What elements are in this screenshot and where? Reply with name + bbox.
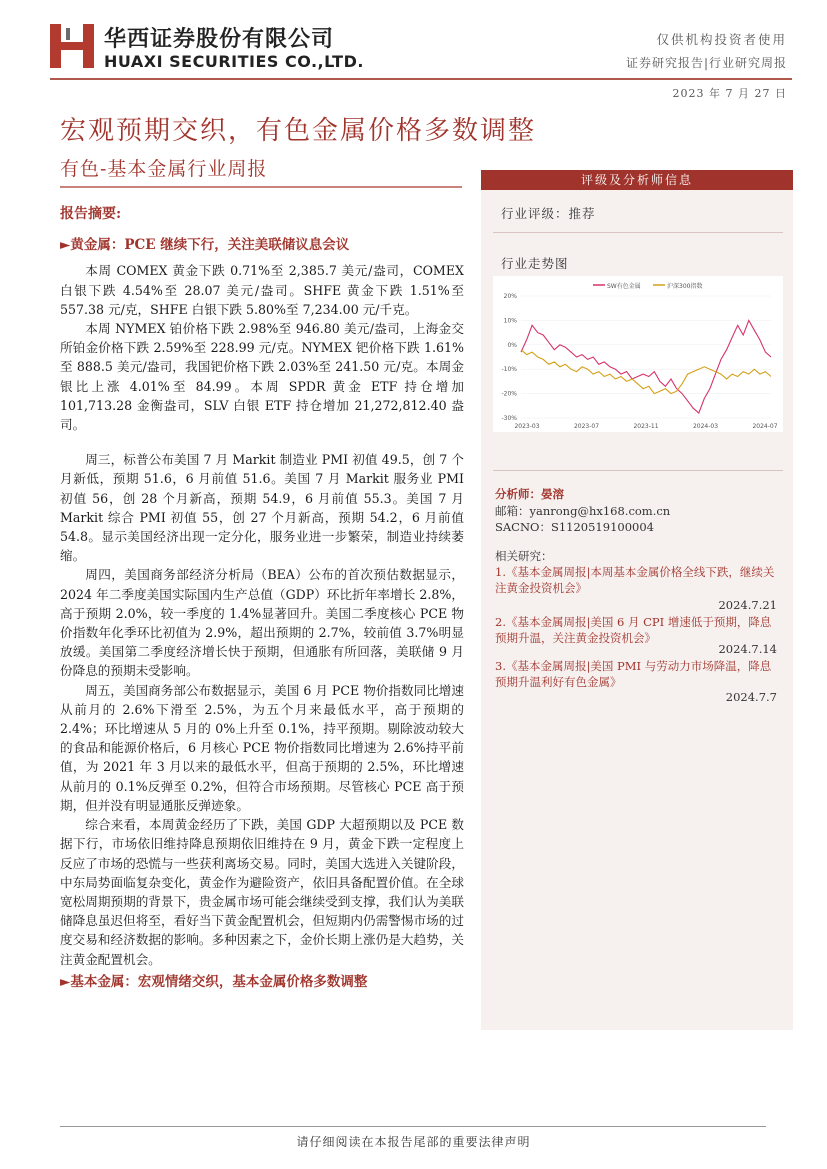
trend-chart [493,276,783,432]
footer-divider [60,1126,766,1127]
panel-divider [493,232,783,233]
paragraph: 综合来看，本周黄金经历了下跌，美国 GDP 大超预期以及 PCE 数据下行，市场依旧维持降息预期依旧维持在 9 月，黄金下跌一定程度上反应了市场的恐慌与一些获利离场交易。同时，美国大选进入关键阶段，中东局势面临复杂变化，黄金作为避险资产，依旧具备配置价值。在全球宽松周期预期的背景下，贵金属市场可能会继续受到支撑，我们认为美联储降息虽迟但将至，看好当下黄金配置机会，但短期内仍需警惕市场的过度交易和经济数据的影响。多种因素之下，金价长期上涨仍是大趋势，关注黄金配置机会。 [60,817,464,967]
legend-label-sw: SW有色金属 [607,283,641,290]
panel-divider [493,470,783,471]
related-report-date: 2024.7.7 [725,690,777,704]
subtitle-divider [60,186,462,188]
related-report-link[interactable]: 1.《基本金属周报|本周基本金属价格全线下跌，继续关注黄金投资机会》 [495,565,775,595]
series-line-1 [521,350,771,394]
report-body [60,205,464,998]
header-divider [50,78,792,80]
panel-header: 评级及分析师信息 [481,170,793,190]
related-research-title: 相关研究： [495,549,553,563]
legal-notice: 请仔细阅读在本报告尾部的重要法律声明 [296,1135,531,1149]
report-date: 2023 年 7 月 27 日 [672,87,787,100]
report-subtitle: 有色-基本金属行业周报 [60,158,268,180]
company-logo [50,24,94,68]
info-panel [481,170,793,1030]
paragraph: 本周 COMEX 黄金下跌 0.71%至 2,385.7 美元/盎司，COMEX 白银下跌 4.54%至 28.07 美元/盎司。SHFE 黄金下跌 1.51%至 557.38 元/克，SHFE 白银下跌 5.80%至 7,234.00 元/千克。 [60,263,464,317]
related-report-link[interactable]: 2.《基本金属周报|美国 6 月 CPI 增速低于预期，降息预期升温，关注黄金投资机会》 [495,615,772,645]
paragraph: 周五，美国商务部公布数据显示，美国 6 月 PCE 物价指数同比增速从前月的 2.6%下滑至 2.5%，为五个月来最低水平，高于预期的 2.4%；环比增速从 5 月的 0%上升至 0.1%，持平预期。剔除波动较大的食品和能源价格后，6 月核心 PCE 物价指数同比增速为 2.6%持平前值，为 2021 年 3 月以来的最低水平，但高于预期的 2.5%，环比增速从前月的 0.1%反弹至 0.2%，但符合市场预期。尽管核心 PCE 高于预期，但并没有明显通胀反弹迹象。 [60,682,465,813]
x-tick-label: 2024-07 [752,423,778,430]
summary-label: 报告摘要: [60,206,122,222]
y-tick-label: -20% [501,390,517,398]
related-report-date: 2024.7.21 [718,598,777,612]
section-heading: ►黄金属：PCE 继续下行，关注美联储议息会议 [60,237,350,254]
y-tick-label: 10% [503,317,517,325]
related-report-date: 2024.7.14 [718,642,777,656]
y-tick-label: 0% [507,341,517,349]
x-tick-label: 2023-03 [514,423,540,430]
y-tick-label: -30% [501,415,517,422]
paragraph: 周三，标普公布美国 7 月 Markit 制造业 PMI 初值 49.5，创 7 个月新低，预期 51.6，6 月前值 51.6。美国 7 月 Markit 服务业 PMI 初值 56，创 28 个月新高，预期 54.9，6 月前值 55.3。美国 7 月 Markit 综合 PMI 初值 55，创 27 个月新高，预期 54.2，6 月前值 54.8。显示美国经济出现一定分化，服务业进一步繁荣，制造业持续萎缩。 [60,452,464,564]
series-line-0 [521,320,771,413]
paragraph: 周四，美国商务部经济分析局（BEA）公布的首次预估数据显示，2024 年二季度美国实际国内生产总值（GDP）环比折年率增长 2.8%，高于预期 2.0%，较一季度的 1.4%显著回升。美国二季度核心 PCE 物价指数年化季环比初值为 2.9%，超出预期的 2.7%，较前值 3.7%明显放缓。美国第二季度经济增长快于预期，但通胀有所回落，美联储 9 月份降息的预期未受影响。 [60,567,464,679]
company-name-en: HUAXI SECURITIES CO.,LTD. [104,52,364,71]
report-title: 宏观预期交织，有色金属价格多数调整 [60,116,537,146]
audience-note: 仅供机构投资者使用 [656,32,787,47]
company-name-cn: 华西证券股份有限公司 [104,27,335,52]
x-tick-label: 2023-07 [573,423,600,430]
paragraph: 本周 NYMEX 铂价格下跌 2.98%至 946.80 美元/盎司，上海金交所铂金价格下跌 2.59%至 228.99 元/克。NYMEX 钯价格下跌 1.61%至 888.5 美元/盎司，我国钯价格下跌 2.03%至 241.50 元/克。本周金银比上涨 4.01%至 84.99。本周 SPDR 黄金 ETF 持仓增加 101,713.28 金衡盎司，SLV 白银 ETF 持仓增加 21,272,812.40 盎司。 [60,321,464,433]
y-tick-label: 20% [503,293,517,300]
trend-chart-svg [493,276,783,432]
section-heading: ►基本金属：宏观情绪交织，基本金属价格多数调整 [60,973,368,990]
related-report-link[interactable]: 3.《基本金属周报|美国 PMI 与劳动力市场降温，降息预期升温利好有色金属》 [495,659,772,689]
analyst-email[interactable]: 邮箱：yanrong@hx168.com.cn [495,504,671,518]
x-tick-label: 2024-03 [692,423,719,430]
y-tick-label: -10% [501,366,517,374]
x-tick-label: 2023-11 [633,423,659,430]
industry-rating: 行业评级：推荐 [501,206,596,221]
legend-label-hs300: 沪深300指数 [667,283,703,290]
analyst-sac: SACNO：S1120519100004 [495,520,654,534]
trend-chart-label: 行业走势图 [501,256,569,271]
report-type: 证券研究报告|行业研究周报 [625,56,787,70]
analyst-name: 分析师：晏溶 [495,487,564,501]
